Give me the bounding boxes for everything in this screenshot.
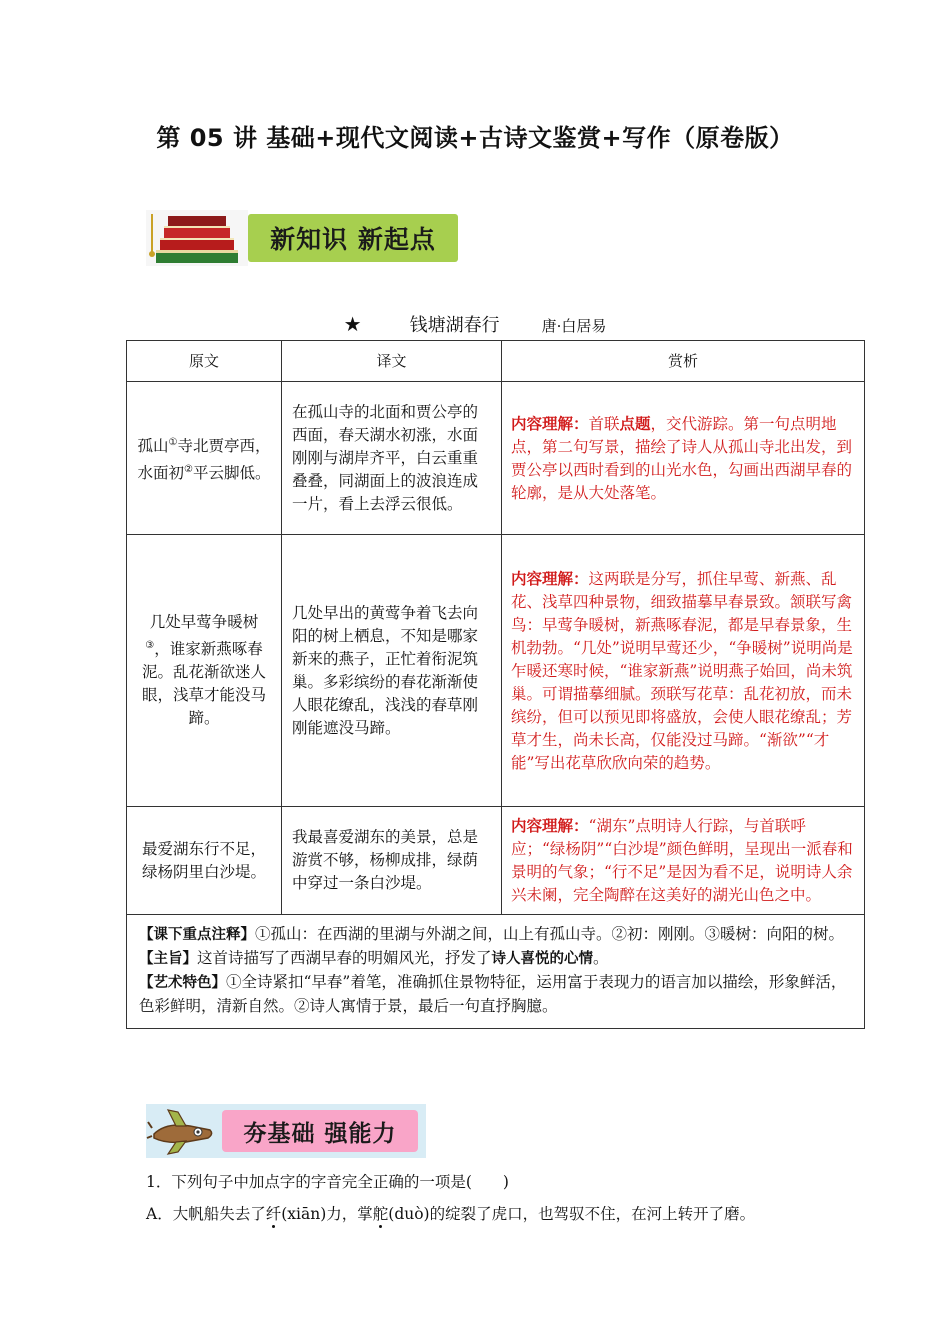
original-cell: 最爱湖东行不足，绿杨阴里白沙堤。 (127, 807, 282, 915)
translation-cell: 在孤山寺的北面和贾公亭的西面，春天湖水初涨，水面刚刚与湖岸齐平，白云重重叠叠，同湖面上的波浪连成一片，看上去浮云很低。 (282, 382, 502, 535)
notes-label: 【课下重点注释】 (139, 927, 255, 943)
dotted-char: 纤 (265, 1205, 282, 1223)
poem-heading (0, 311, 950, 337)
table-header-row (127, 341, 865, 382)
table-row (127, 535, 865, 807)
books-icon (146, 210, 248, 266)
banner-label: 新知识 新起点 (248, 214, 458, 262)
original-cell: 孤山①寺北贾亭西， 水面初②平云脚低。 (127, 382, 282, 535)
poem-title: 钱塘湖春行 (409, 315, 500, 336)
question-1-option-a: A．大帆船失去了纤(xiān)力，掌舵(duò)的绽裂了虎口，也驾驭不住，在河上转开了磨。 (146, 1205, 756, 1223)
header-original: 原文 (127, 341, 282, 382)
airplane-icon (146, 1104, 218, 1158)
art-text: ①全诗紧扣“早春”着笔，准确抓住景物特征，运用富于表现力的语言加以描绘，形象鲜活，色彩鲜明，清新自然。②诗人寓情于景，最后一句直抒胸臆。 (139, 973, 847, 1015)
table-row (127, 382, 865, 535)
dotted-char: 舵 (372, 1205, 389, 1223)
art-label: 【艺术特色】 (139, 975, 226, 991)
original-cell: 几处早莺争暖树 ③，谁家新燕啄春泥。乱花渐欲迷人眼，浅草才能没马蹄。 (127, 535, 282, 807)
poem-table (126, 340, 865, 1029)
header-analysis: 赏析 (502, 341, 865, 382)
section-banner-new-knowledge (146, 210, 458, 266)
analysis-cell: 内容理解：这两联是分写，抓住早莺、新燕、乱花、浅草四种景物，细致描摹早春景致。颔联写禽鸟：早莺争暖树，新燕啄春泥，都是早春景象，生机勃勃。“几处”说明早莺还少，“争暖树”说明尚是乍暖还寒时候，“谁家新燕”说明燕子始回，尚未筑巢。可谓描摹细腻。颈联写花草：乱花初放，而未缤纷，但可以预见即将盛放，会使人眼花缭乱；芳草才生，尚未长高，仅能没过马蹄。“渐欲”“才能”写出花草欣欣向荣的趋势。 (502, 535, 865, 807)
header-translation: 译文 (282, 341, 502, 382)
theme-label: 【主旨】 (139, 951, 197, 967)
star-icon: ★ (343, 312, 362, 336)
banner-label: 夯基础 强能力 (222, 1110, 418, 1152)
notes-text: ①孤山：在西湖的里湖与外湖之间，山上有孤山寺。②初：刚刚。③暖树：向阳的树。 (255, 925, 845, 943)
translation-cell: 我最喜爱湖东的美景，总是游赏不够，杨柳成排，绿荫中穿过一条白沙堤。 (282, 807, 502, 915)
analysis-cell: 内容理解：首联点题，交代游踪。第一句点明地点，第二句写景，描绘了诗人从孤山寺北出发，到贾公亭以西时看到的山光水色，勾画出西湖早春的轮廓，是从大处落笔。 (502, 382, 865, 535)
notes-row (127, 915, 865, 1029)
section-banner-practice (146, 1104, 426, 1158)
table-row (127, 807, 865, 915)
translation-cell: 几处早出的黄莺争着飞去向阳的树上栖息，不知是哪家新来的燕子，正忙着衔泥筑巢。多彩缤纷的春花渐渐使人眼花缭乱，浅浅的春草刚刚能遮没马蹄。 (282, 535, 502, 807)
analysis-cell: 内容理解：“湖东”点明诗人行踪，与首联呼应；“绿杨阴”“白沙堤”颜色鲜明，呈现出一派春和景明的气象；“行不足”是因为看不足，说明诗人余兴未阑，完全陶醉在这美好的湖光山色之中。 (502, 807, 865, 915)
page-title: 第 05 讲 基础+现代文阅读+古诗文鉴赏+写作（原卷版） (156, 124, 794, 152)
poem-author: 唐·白居易 (541, 317, 607, 335)
notes-cell: 【课下重点注释】①孤山：在西湖的里湖与外湖之间，山上有孤山寺。②初：刚刚。③暖树：向阳的树。 【主旨】这首诗描写了西湖早春的明媚风光，抒发了诗人喜悦的心情。 【艺术特色】①全诗紧扣“早春”着笔，准确抓住景物特征，运用富于表现力的语言加以描绘，形象鲜活，色彩鲜明，清新自然。②诗人寓情于景，最后一句直抒胸臆。 (127, 915, 865, 1029)
question-1: 1．下列句子中加点字的字音完全正确的一项是( ) (146, 1173, 509, 1191)
